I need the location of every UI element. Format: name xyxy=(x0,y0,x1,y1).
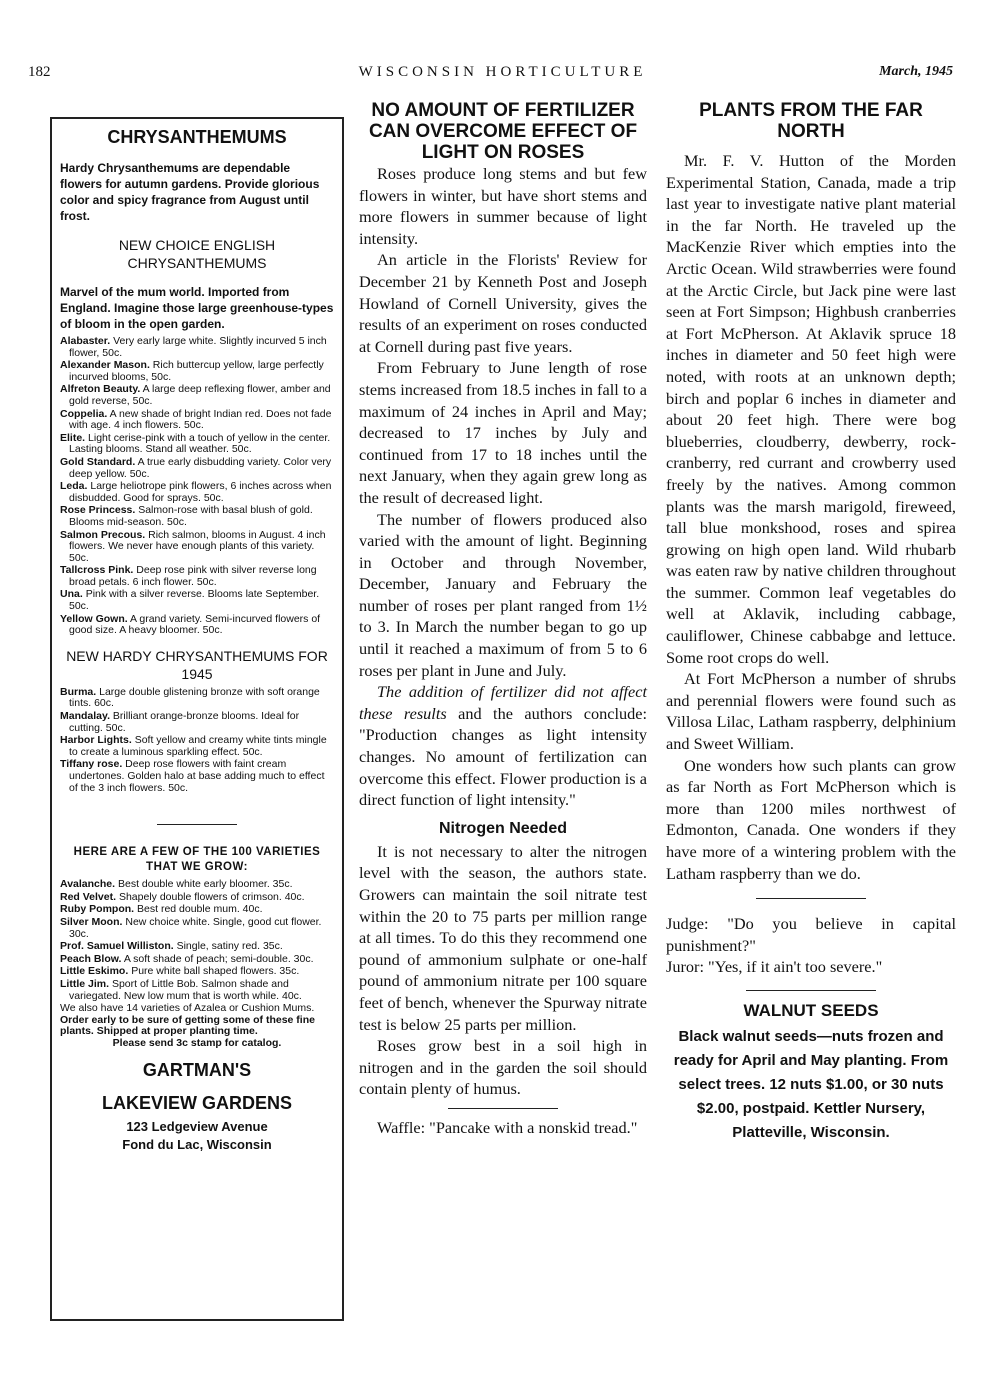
list-item: Peach Blow. A soft shade of peach; semi-double. 30c. xyxy=(60,952,314,965)
paragraph: The addition of fertilizer did not affect these results and the authors conclude: "Production changes as light intensity changes. No amount of fertilization can overcome this effect. Flower production is a direct function of light intensity." xyxy=(359,682,648,810)
firm-address: 123 Ledgeview Avenue Fond du Lac, Wisconsin xyxy=(122,1118,272,1152)
paragraph: It is not necessary to alter the nitrogen level with the season, the authors state. Growers can maintain the soil nitrate test within the 20 to 75 parts per million range at all times. To do this they recommend one pound of ammonium sulphate or one-half pound of ammonium nitrate per 100 square feet of bench, whenever the Spurway nitrate test is below 25 parts per million. xyxy=(359,841,647,1034)
firm-name: GARTMAN'S xyxy=(142,1059,252,1080)
joke: Judge: "Do you believe in capital punishment?" xyxy=(666,914,956,955)
list-item: Alabaster. Very early large white. Slightly incurved 5 inch flower, 50c. xyxy=(60,335,327,359)
list-item: Coppelia. A new shade of bright Indian red. Does not fade with age. 4 inch flowers. 50c. xyxy=(60,407,332,432)
list-item: Rose Princess. Salmon-rose with basal blush of gold. Blooms mid-season. 50c. xyxy=(60,504,313,528)
list-item: Tiffany rose. Deep rose flowers with faint cream undertones. Golden halo at base adding much to effect of the 3 inch flowers. 50c. xyxy=(60,758,325,794)
divider xyxy=(157,824,237,825)
english-list xyxy=(60,336,334,637)
hardy-list xyxy=(60,687,334,794)
list-item: Red Velvet. Shapely double flowers of crimson. 40c. xyxy=(60,890,305,903)
list-item: Mandalay. Brilliant orange-bronze blooms. Ideal for cutting. 50c. xyxy=(60,710,300,734)
varieties-list xyxy=(60,879,334,1002)
journal-title: WISCONSIN HORTICULTURE xyxy=(358,64,647,80)
paragraph: Roses produce long stems and but few flowers in winter, but have short stems and more flowers in summer because of light intensity. xyxy=(359,164,647,248)
page-number: 182 xyxy=(28,64,51,80)
list-item: Elite. Light cerise-pink with a touch of yellow in the center. Lasting blooms. Stand all weather. 50c. xyxy=(60,431,331,456)
joke: Waffle: "Pancake with a nonskid tread." xyxy=(377,1117,638,1137)
paragraph: Roses grow best in a soil high in nitrogen and in the garden the soil should contain plenty of humus. xyxy=(359,1036,647,1099)
paragraph: Mr. F. V. Hutton of the Morden Experimental Station, Canada, made a trip last year to investigate native plant material in the far North. He traveled up the MacKenzie River which empties into the Arctic Ocean. Wild strawberries were found at the Arctic Circle, but Jack pine were last seen at Fort Simpson; Highbush cranberries at Fort McPherson. At Aklavik spruce 18 inches in diameter and 50 feet high were noted, with roots at an unknown depth; birch and poplar 6 inches in diameter and about 20 feet high. There were bog blueberries, cloudberry, dewberry, rock-cranberry, red currant and crowberry used freely by the natives. Among common plants was the marsh marigold, fireweed, tall blue monkshood, roses and spirea growing on high open land. Wild rhubarb was eaten raw by native children throughout the summer. Common leaf vegetables do well at Aklavik, including cabbage, cauliflower, Chinese cabbabge and lettuce. Some root crops do well. xyxy=(666,151,956,667)
walnut-ad-body: Black walnut seeds—nuts frozen and ready for April and May planting. From select trees. 12 nuts $1.00, or 30 nuts $2.00, postpaid. Kettler Nursery, Platteville, Wisconsin. xyxy=(673,1027,949,1141)
walnut-ad-title: WALNUT SEEDS xyxy=(743,1000,879,1020)
list-item: Gold Standard. A true early disbudding variety. Color very deep yellow. 50c. xyxy=(60,455,332,480)
list-item: Little Eskimo. Pure white ball shaped flowers. 35c. xyxy=(60,965,300,978)
order-note: Order early to be sure of getting some of these fine plants. Shipped at proper planting time. xyxy=(60,1013,315,1038)
list-item: Tallcross Pink. Deep rose pink with silver reverse long broad petals. 6 inch flower. 50c. xyxy=(60,564,317,588)
list-item: Silver Moon. New choice white. Single, good cut flower. 30c. xyxy=(60,915,322,940)
divider xyxy=(756,898,866,899)
paragraph: At Fort McPherson a number of shrubs and perennial flowers were found such as Villosa Lilac, Latham raspberry, delphinium and Sweet William. xyxy=(666,669,956,754)
divider xyxy=(448,1108,558,1109)
list-item: Burma. Large double glistening bronze with soft orange tints. 60c. xyxy=(60,685,320,710)
list-item: Salmon Precous. Rich salmon, blooms in August. 4 inch flowers. We never have enough plants of this variety. 50c. xyxy=(60,528,326,564)
ad-lead: Hardy Chrysanthemums are dependable flowers for autumn gardens. Provide glorious color and spicy fragrance from August until frost. xyxy=(60,161,320,223)
divider xyxy=(746,990,876,991)
list-item: Yellow Gown. A grand variety. Semi-incurved flowers of good size. A heavy bloomer. 50c. xyxy=(60,612,321,637)
azalea-note: We also have 14 varieties of Azalea or Cushion Mums. xyxy=(60,1002,315,1015)
list-item: Avalanche. Best double white early bloomer. 35c. xyxy=(60,878,293,891)
list-item: Ruby Pompon. Best red double mum. 40c. xyxy=(60,903,263,916)
list-item: Alfreton Beauty. A large deep reflexing flower, amber and gold reverse, 50c. xyxy=(60,383,331,407)
list-item: Prof. Samuel Williston. Single, satiny red. 35c. xyxy=(60,940,283,953)
varieties-heading: HERE ARE A FEW OF THE 100 VARIETIES THAT WE GROW: xyxy=(73,846,321,874)
article-title: PLANTS FROM THE FAR NORTH xyxy=(699,100,923,142)
joke: Juror: "Yes, if it ain't too severe." xyxy=(666,957,883,977)
article-body xyxy=(666,150,956,991)
paragraph: An article in the Florists' Review for December 21 by Kenneth Post and Joseph Howland of Cornell University, gives the results of an experiment on roses conducted at Cornell during past five years. xyxy=(359,250,647,356)
list-item: Una. Pink with a silver reverse. Blooms late September. 50c. xyxy=(60,588,320,613)
page-header xyxy=(0,64,1005,94)
far-north-article xyxy=(666,100,956,1145)
paragraph: One wonders how such plants can grow as far North as Fort McPherson which is more than 1200 miles northwest of Edmonton, Canada. One wonders if they have more of a wintering problem with the Latham raspberry than we do. xyxy=(666,755,956,883)
catalog-note: Please send 3c stamp for catalog. xyxy=(112,1036,282,1049)
list-item: Harbor Lights. Soft yellow and creamy white tints mingle to create a luminous sparkling effect. 50c. xyxy=(60,734,327,758)
subheading: Nitrogen Needed xyxy=(438,819,567,837)
firm-name-2: LAKEVIEW GARDENS xyxy=(101,1092,292,1113)
list-item: Leda. Large heliotrope pink flowers, 6 inches across when disbudded. Good for sprays. 50c. xyxy=(60,480,332,504)
list-item: Little Jim. Sport of Little Bob. Salmon shade and variegated. New low mum that is worth while. 40c. xyxy=(60,977,302,1002)
chrysanthemum-ad xyxy=(50,117,344,1321)
roses-article xyxy=(359,100,647,1139)
article-title: NO AMOUNT OF FERTILIZER CAN OVERCOME EFFECT OF LIGHT ON ROSES xyxy=(368,100,638,163)
article-body xyxy=(359,163,647,1139)
paragraph: The number of flowers produced also varied with the amount of light. Beginning in October and through November, December, January and February the number of roses per plant ranged from 1½ to 3. In March the number began to go up until it reached a maximum of from 5 to 6 roses per plant in June and July. xyxy=(359,509,647,680)
hardy-subheading: NEW HARDY CHRYSANTHEMUMS FOR 1945 xyxy=(66,647,328,682)
english-lead: Marvel of the mum world. Imported from England. Imagine those large greenhouse-types of bloom in the open garden. xyxy=(60,285,334,331)
ad-heading: CHRYSANTHEMUMS xyxy=(107,127,287,147)
paragraph: From February to June length of rose stems increased from 18.5 inches in fall to a maximum of 24 inches in April and May; decreased to 17 inches by July and continued from 17 to 18 inches until the next January, when they again grew long as the result of decreased light. xyxy=(359,358,647,507)
issue-date: March, 1945 xyxy=(879,64,953,79)
english-subheading: NEW CHOICE ENGLISH CHRYSANTHEMUMS xyxy=(118,237,276,271)
list-item: Alexander Mason. Rich buttercup yellow, large perfectly incurved blooms, 50c. xyxy=(60,359,324,383)
